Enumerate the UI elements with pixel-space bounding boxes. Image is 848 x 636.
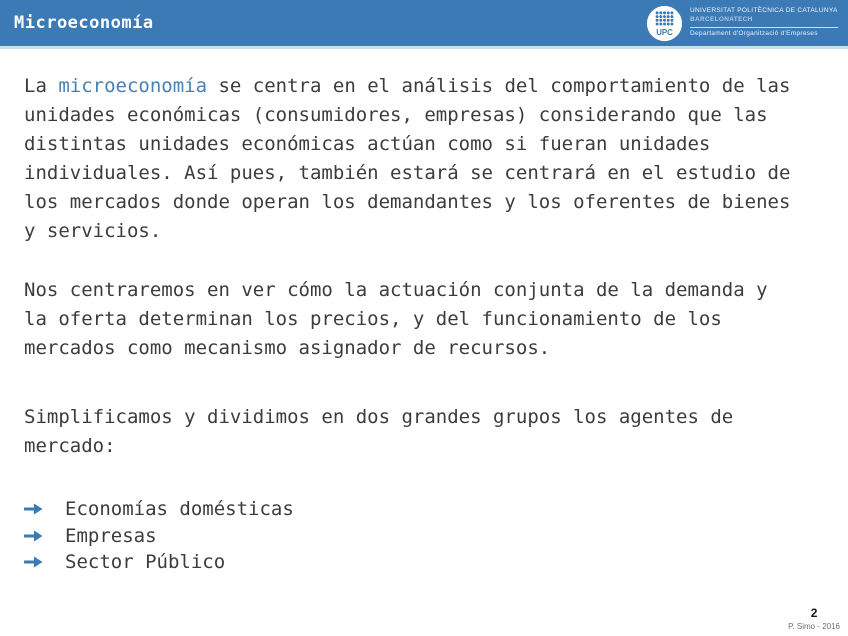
author-credit: P. Simo - 2016 [788,622,840,631]
slide-body [0,49,848,576]
text-line: mercado: [24,435,116,457]
upc-logo-text [690,7,840,39]
list-item [24,549,824,576]
paragraph-2 [24,276,824,363]
text-line: individuales. Así pues, también estará se centrará en el estudio de [24,162,791,184]
text-line: y servicios. [24,220,162,242]
bullet-label: Sector Público [65,551,226,574]
text-line: unidades económicas (consumidores, empresas) considerando que las [24,104,768,126]
paragraph-1 [24,72,824,246]
list-item [24,523,824,550]
list-item [24,496,824,523]
highlight-term: microeconomía [58,75,208,97]
upc-acronym: UPC [656,27,673,37]
upc-logo-icon [646,5,683,42]
page-number: 2 [810,606,818,620]
header-bar [0,0,848,49]
paragraph-3 [24,403,824,461]
text-line: La microeconomía se centra en el análisis del comportamiento de las [24,75,791,97]
text-line: la oferta determinan los precios, y del funcionamiento de los [24,308,722,330]
text-line: mercados como mecanismo asignador de recursos. [24,337,551,359]
bullet-label: Economías domésticas [65,498,294,521]
logo-divider [690,27,838,28]
bullet-list [24,496,824,576]
text-line: Nos centraremos en ver cómo la actuación conjunta de la demanda y [24,279,768,301]
text-line: Simplificamos y dividimos en dos grandes grupos los agentes de [24,406,734,428]
arrow-right-icon [24,529,46,543]
arrow-right-icon [24,555,46,569]
barcelonatech-label: BARCELONATECH [690,15,753,23]
arrow-right-icon [24,502,46,516]
text-line: distintas unidades económicas actúan como si fueran unidades [24,133,711,155]
text-line: los mercados donde operan los demandantes y los oferentes de bienes [24,191,791,213]
department-name: Departament d'Organització d'Empreses [690,30,818,38]
footer [788,606,840,631]
university-name: UNIVERSITAT POLITÈCNICA DE CATALUNYA [690,7,838,15]
slide-title: Microeconomía [14,13,154,33]
bullet-label: Empresas [65,524,157,547]
upc-logo [646,5,842,42]
